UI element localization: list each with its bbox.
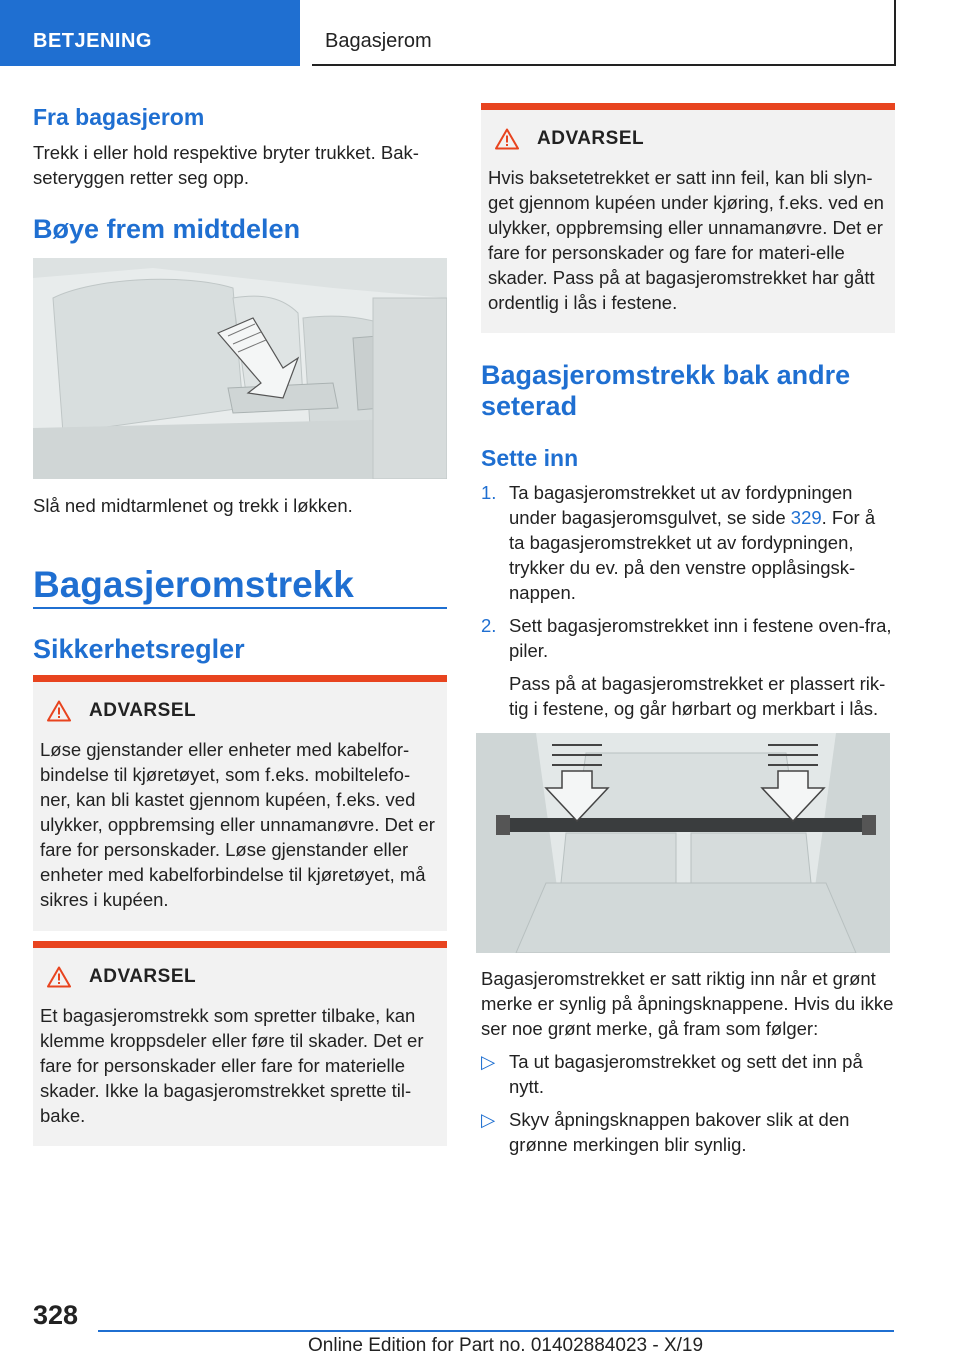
warning-title: ADVARSEL [537, 128, 645, 149]
triangle-bullet-icon: ▷ [481, 1109, 496, 1130]
sette-inn-heading: Sette inn [481, 445, 579, 471]
warning-title: ADVARSEL [89, 966, 197, 987]
list-item [481, 613, 895, 721]
fra-bagasjerom-text: Trekk i eller hold respektive bryter trukket. Bak-seteryggen retter seg opp. [33, 142, 419, 188]
chapter-title: Bagasjerom [312, 0, 896, 66]
after-figure-text: Bagasjeromstrekket er satt riktig inn når et grønt merke er synlig på åpningsknappene. Hvis du ikke ser noe grønt merke, gå fram som følger: [481, 968, 894, 1039]
step-note: Pass på at bagasjeromstrekket er plassert rik-tig i festene, og går hørbart og merkbart i lås. [509, 673, 886, 719]
warning-triangle-icon [47, 966, 71, 988]
list-item [481, 1107, 895, 1157]
warning-text: Løse gjenstander eller enheter med kabelfor-bindelse til kjøretøyet, som f.eks. mobiltelefo-ner, kan bli kastet gjennom kupéen, f.eks. ved ulykker, oppbremsing eller unnamanøvre. Det er fare for personskader. Løse gjenstander eller enheter med kabelforbindelse til kjøretøyet, må sikres i kupéen. [40, 739, 435, 910]
triangle-bullet-icon: ▷ [481, 1051, 496, 1072]
warning-text: Hvis baksetetrekket er satt inn feil, kan bli slyn-get gjennom kupéen under kjøring, f.eks. ved en ulykker, oppbremsing eller unnamanøvre. Det er fare for personskader og fare for materi-elle skader. Pass på at bagasjeromstrekket har gått ordentlig i lås i festene. [488, 167, 884, 313]
warning-text: Et bagasjeromstrekk som spretter tilbake, kan klemme kroppsdeler eller føre til skader. Det er fare for personskader eller fare for materielle skader. Ikke la bagasjeromstrekket sprette til-bake. [40, 1005, 424, 1126]
step-number: 1. [481, 482, 497, 503]
warning-box-3 [481, 103, 895, 333]
page-header [0, 0, 960, 66]
bagasjeromstrekk-bak-heading: Bagasjeromstrekk bak andre seterad [481, 360, 851, 421]
warning-triangle-icon [47, 700, 71, 722]
warning-header [47, 966, 196, 988]
bullet-list [481, 1049, 895, 1165]
cargo-cover-figure [476, 733, 890, 953]
warning-triangle-icon [495, 128, 519, 150]
warning-title: ADVARSEL [89, 700, 197, 721]
step-text: Ta bagasjeromstrekket ut av fordypningen under bagasjeromsgulvet, se side [509, 482, 853, 528]
section-tab: BETJENING [0, 0, 300, 66]
bullet-text: Skyv åpningsknappen bakover slik at den grønne merkingen blir synlig. [509, 1109, 850, 1155]
fra-bagasjerom-heading: Fra bagasjerom [33, 104, 205, 130]
boye-frem-heading: Bøye frem midtdelen [33, 214, 301, 244]
heading-rule [33, 607, 447, 609]
list-item [481, 1049, 895, 1099]
rear-seat-illustration [33, 258, 447, 479]
page-link[interactable]: 329 [790, 507, 822, 528]
sikkerhetsregler-heading: Sikkerhetsregler [33, 634, 245, 664]
step-text: Sett bagasjeromstrekket inn i festene oven-fra, piler. [509, 615, 892, 661]
footer-rule [98, 1330, 894, 1332]
warning-box-2 [33, 941, 447, 1146]
page-number: 328 [33, 1300, 79, 1330]
rear-seat-figure [33, 258, 447, 479]
steps-list [481, 480, 895, 729]
list-item [481, 480, 895, 605]
boye-caption: Slå ned midtarmlenet og trekk i løkken. [33, 495, 353, 516]
cargo-area-illustration [476, 733, 890, 953]
bagasjeromstrekk-heading: Bagasjeromstrekk [33, 564, 354, 605]
step-text: . For å ta bagasjeromstrekket ut av fordypningen, trykker du ev. på den venstre opplåsingsk-nappen. [509, 507, 876, 603]
step-number: 2. [481, 615, 497, 636]
warning-header [495, 128, 644, 150]
edition-text: Online Edition for Part no. 01402884023 - X/19 [308, 1335, 704, 1356]
bullet-text: Ta ut bagasjeromstrekket og sett det inn på nytt. [509, 1051, 863, 1097]
warning-header [47, 700, 196, 722]
warning-box-1 [33, 675, 447, 931]
